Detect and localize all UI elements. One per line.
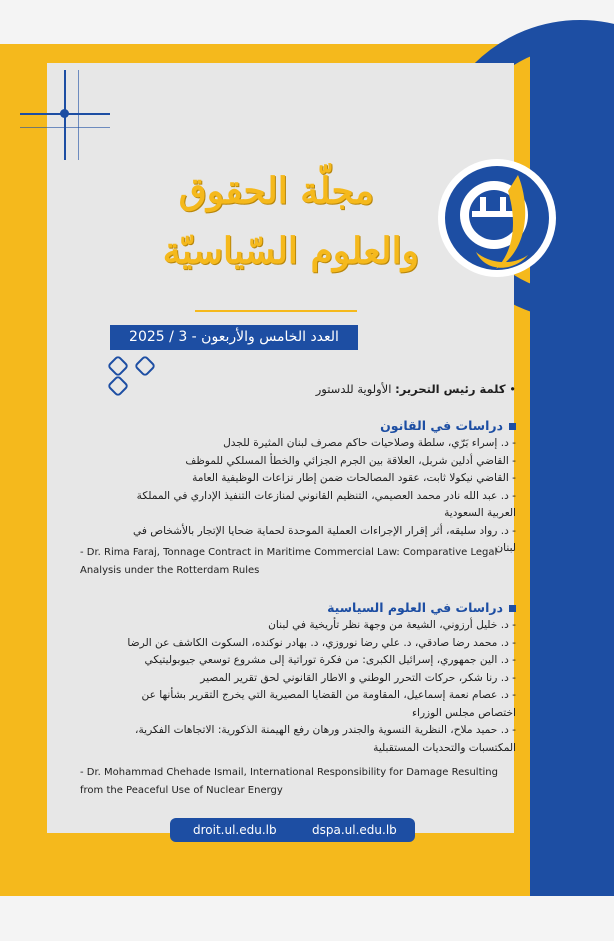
- diamond-dots-decoration: [110, 358, 175, 378]
- journal-logo: [436, 157, 558, 279]
- list-item: - د. عصام نعمة إسماعيل، المقاومة من القضايا المصيرية التي يخرج التقرير بشأنها عن اختصاص مجلس الوزراء: [141, 689, 516, 719]
- politics-section-heading: [327, 600, 516, 615]
- law-section-heading: [380, 418, 516, 433]
- crosshair-dot: [60, 109, 69, 118]
- list-item: - د. الين جمهوري، إسرائيل الكبرى: من فكرة توراتية إلى مشروع توسعي جيوبوليتيكي: [144, 654, 516, 666]
- list-item: - د. خليل أرزوني، الشيعة من وجهة نظر تأريخية في لبنان: [268, 619, 516, 631]
- list-item: - د. محمد رضا صادقي، د. علي رضا نوروزي، د. بهادر نوكنده، السكوت الكاشف عن الرضا: [127, 636, 516, 649]
- law-english-item: - Dr. Rima Faraj, Tonnage Contract in Maritime Commercial Law: Comparative Legal Analysis under the Rotterdam Rules: [80, 547, 498, 576]
- square-bullet-icon: [509, 423, 516, 430]
- list-item: - القاضي أدلين شربل، العلاقة بين الجرم الجزائي والخطأ المسلكي للموظف: [185, 454, 516, 467]
- issue-badge: العدد الخامس والأربعون - 3 / 2025: [110, 325, 358, 350]
- diamond-icon: [107, 355, 130, 378]
- journal-title-line-1: مجلّة الحقوق: [178, 170, 374, 212]
- politics-english-item: - Dr. Mohammad Chehade Ismail, International Responsibility for Damage Resulting from the Peaceful Use of Nuclear Energy: [80, 767, 498, 796]
- editor-text: الأولوية للدستور: [315, 382, 392, 396]
- law-faculty-link[interactable]: droit.ul.edu.lb: [193, 823, 277, 837]
- law-articles-list: [111, 435, 516, 558]
- bullet-icon: •: [505, 382, 516, 396]
- list-item: - د. رواد سليقه، أثر إقرار الإجراءات العملية الموحدة لحماية ضحايا الإتجار بالأشخاص في لبنان: [133, 524, 516, 554]
- editor-label: كلمة رئيس التحرير:: [395, 382, 506, 396]
- politics-faculty-link[interactable]: dspa.ul.edu.lb: [312, 823, 397, 837]
- crosshair-line-vertical-2: [78, 70, 79, 160]
- list-item: - د. حميد ملاح، النظرية النسوية والجندر ورهان رفع الهيمنة الذكورية: الاتجاهات الفكرية، المكتسبات والتحديات المستقبلية: [135, 724, 516, 754]
- square-bullet-icon: [509, 605, 516, 612]
- list-item: - د. رنا شكر، حركات التحرر الوطني و الاطار القانوني لحق تقرير المصير: [200, 671, 516, 684]
- diamond-icon: [134, 355, 157, 378]
- list-item: - د. إسراء بَرّي، سلطة وصلاحيات حاكم مصرف لبنان المثيرة للجدل: [223, 437, 516, 449]
- law-section-title: دراسات في القانون: [380, 418, 503, 433]
- politics-articles-list: [111, 617, 516, 757]
- journal-title-line-2: والعلوم السّياسيّة: [162, 230, 419, 272]
- list-item: - د. عبد الله نادر محمد العصيمي، التنظيم القانوني لمنازعات التنفيذ الإداري في المملكة العربية السعودية: [136, 489, 516, 519]
- politics-section-title: دراسات في العلوم السياسية: [327, 600, 503, 615]
- title-underline: [195, 310, 357, 312]
- editor-note: [96, 382, 516, 396]
- list-item: - القاضي نيكولا ثابت، عقود المصالحات ضمن إطار نزاعات الوظيفية العامة: [192, 472, 516, 484]
